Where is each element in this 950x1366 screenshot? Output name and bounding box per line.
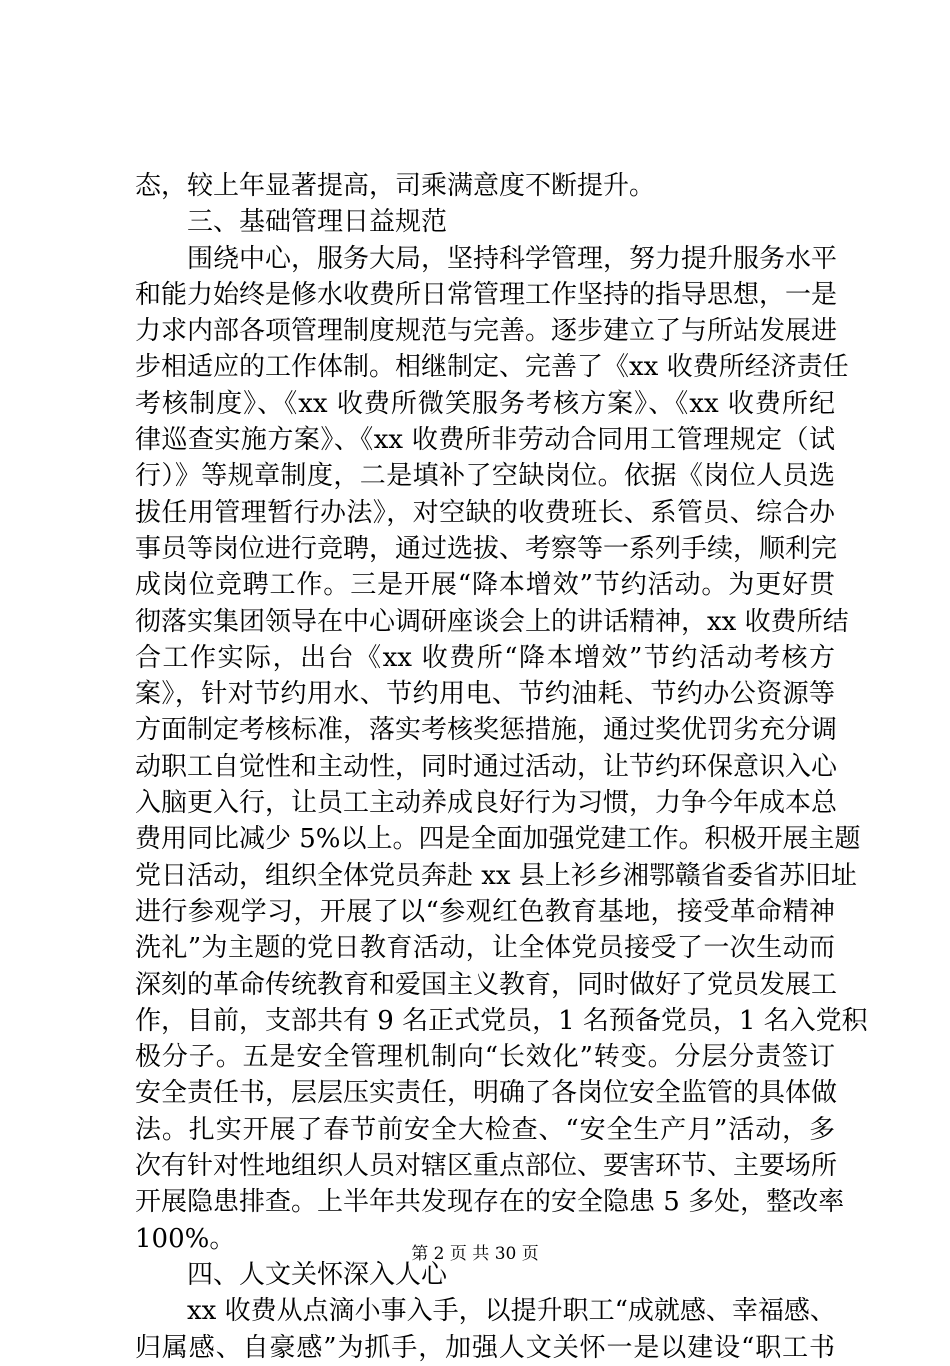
paragraph-line: 步相适应的工作体制。相继制定、完善了《xx 收费所经济责任 (135, 352, 849, 383)
document-body (135, 168, 868, 1366)
paragraph-line: 费用同比减少 5%以上。四是全面加强党建工作。积极开展主题 (135, 824, 861, 855)
paragraph-line: 法。扎实开展了春节前安全大检查、“安全生产月”活动，多 (135, 1114, 835, 1145)
page-number-footer: 第 2 页 共 30 页 (411, 1244, 539, 1264)
paragraph-line: 方面制定考核标准，落实考核奖惩措施，通过奖优罚劣充分调 (135, 715, 838, 746)
paragraph-line: 洗礼”为主题的党日教育活动，让全体党员接受了一次生动而 (135, 933, 835, 964)
paragraph-line: 深刻的革命传统教育和爱国主义教育，同时做好了党员发展工 (135, 969, 838, 1000)
paragraph-line: 案》，针对节约用水、节约用电、节约油耗、节约办公资源等 (135, 679, 835, 710)
paragraph-line: 行）》等规章制度，二是填补了空缺岗位。依据《岗位人员选 (135, 461, 835, 492)
paragraph-line: xx 收费从点滴小事入手，以提升职工“成就感、幸福感、 (187, 1296, 836, 1327)
paragraph-line: 力求内部各项管理制度规范与完善。逐步建立了与所站发展进 (135, 316, 838, 347)
paragraph-line: 彻落实集团领导在中心调研座谈会上的讲话精神，xx 收费所结 (135, 606, 849, 637)
paragraph-line: 入脑更入行，让员工主动养成良好行为习惯，力争今年成本总 (135, 788, 838, 819)
paragraph-line: 次有针对性地组织人员对辖区重点部位、要害环节、主要场所 (135, 1151, 838, 1182)
paragraph-line: 围绕中心，服务大局，坚持科学管理，努力提升服务水平 (187, 243, 838, 274)
paragraph-line: 动职工自觉性和主动性，同时通过活动，让节约环保意识入心 (135, 751, 838, 782)
paragraph-line: 律巡查实施方案》、《xx 收费所非劳动合同用工管理规定（试 (135, 425, 835, 456)
paragraph-line: 100%。 (135, 1223, 236, 1254)
paragraph-line: 进行参观学习，开展了以“参观红色教育基地，接受革命精神 (135, 896, 835, 927)
paragraph-line: 和能力始终是修水收费所日常管理工作坚持的指导思想，一是 (135, 279, 838, 310)
paragraph-line: 成岗位竞聘工作。三是开展“降本增效”节约活动。为更好贯 (135, 570, 835, 601)
paragraph-line: 事员等岗位进行竞聘，通过选拔、考察等一系列手续，顺利完 (135, 533, 838, 564)
paragraph-line: 安全责任书，层层压实责任，明确了各岗位安全监管的具体做 (135, 1078, 838, 1109)
paragraph-line: 极分子。五是安全管理机制向“长效化”转变。分层分责签订 (135, 1042, 835, 1073)
paragraph-line: 考核制度》、《xx 收费所微笑服务考核方案》、《xx 收费所纪 (135, 388, 835, 419)
paragraph-line: 党日活动，组织全体党员奔赴 xx 县上衫乡湘鄂赣省委省苏旧址 (135, 860, 857, 891)
paragraph-line: 作，目前，支部共有 9 名正式党员，1 名预备党员，1 名入党积 (135, 1005, 868, 1036)
paragraph-line: 归属感、自豪感”为抓手，加强人文关怀一是以建设“职工书 (135, 1332, 835, 1363)
paragraph-line: 拔任用管理暂行办法》，对空缺的收费班长、系管员、综合办 (135, 497, 835, 528)
paragraph-line: 态，较上年显著提高，司乘满意度不断提升。 (135, 171, 656, 201)
section-heading: 四、人文关怀深入人心 (187, 1259, 448, 1290)
section-heading: 三、基础管理日益规范 (187, 207, 448, 238)
paragraph-line: 合工作实际，出台《xx 收费所“降本增效”节约活动考核方 (135, 642, 835, 673)
paragraph-line: 开展隐患排查。上半年共发现存在的安全隐患 5 多处，整改率 (135, 1187, 845, 1218)
